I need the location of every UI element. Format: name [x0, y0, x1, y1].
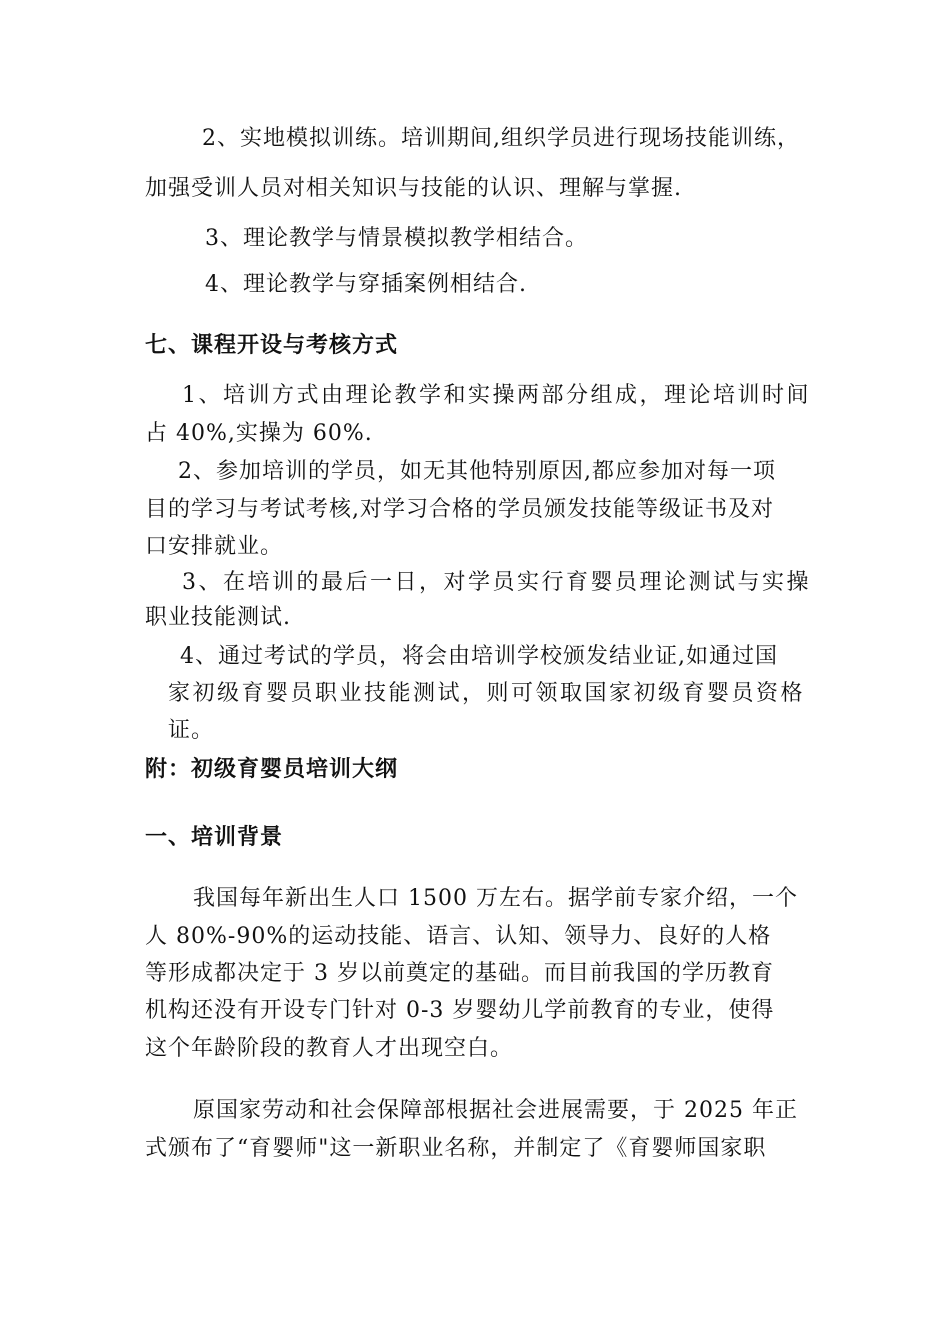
background-para-2-line-1: 原国家劳动和社会保障部根据社会进展需要，于 2025 年正: [193, 1098, 798, 1123]
section-7-item-2-line-2: 目的学习与考试考核,对学习合格的学员颁发技能等级证书及对: [145, 497, 774, 522]
section-7-item-2-line-3: 口安排就业。: [145, 534, 284, 559]
method-item-2-line-1: 2、实地模拟训练。培训期间,组织学员进行现场技能训练，: [202, 126, 800, 151]
method-item-2-line-2: 加强受训人员对相关知识与技能的认识、理解与掌握.: [145, 176, 682, 201]
section-7-item-1-line-1: 1、培训方式由理论教学和实操两部分组成，理论培训时间: [182, 383, 811, 408]
section-7-item-1-line-2: 占 40%,实操为 60%.: [145, 421, 373, 446]
section-7-item-2-line-1: 2、参加培训的学员，如无其他特别原因,都应参加对每一项: [178, 459, 776, 484]
background-para-2-line-2: 式颁布了“育婴师"这一新职业名称，并制定了《育婴师国家职: [145, 1136, 767, 1161]
method-item-3: 3、理论教学与情景模拟教学相结合。: [205, 226, 588, 251]
background-para-1-line-4: 机构还没有开设专门针对 0-3 岁婴幼儿学前教育的专业，使得: [145, 998, 775, 1023]
background-para-1-line-2: 人 80%-90%的运动技能、语言、认知、领导力、良好的人格: [145, 924, 772, 949]
appendix-heading: 附：初级育婴员培训大纲: [145, 757, 399, 782]
background-para-1-line-5: 这个年龄阶段的教育人才出现空白。: [145, 1036, 514, 1061]
section-7-item-4-line-1: 4、通过考试的学员，将会由培训学校颁发结业证,如通过国: [180, 644, 778, 669]
section-7-item-3-line-1: 3、在培训的最后一日，对学员实行育婴员理论测试与实操: [182, 570, 811, 595]
section-1-heading: 一、培训背景: [145, 825, 284, 850]
background-para-1-line-1: 我国每年新出生人口 1500 万左右。据学前专家介绍，一个: [193, 886, 798, 911]
section-7-heading: 七、课程开设与考核方式: [145, 333, 399, 358]
background-para-1-line-3: 等形成都决定于 3 岁以前奠定的基础。而目前我国的学历教育: [145, 961, 774, 986]
method-item-4: 4、理论教学与穿插案例相结合.: [205, 272, 527, 297]
section-7-item-3-line-2: 职业技能测试.: [145, 605, 291, 630]
section-7-item-4-line-3: 证。: [168, 718, 215, 743]
section-7-item-4-line-2: 家初级育婴员职业技能测试，则可领取国家初级育婴员资格: [168, 681, 806, 706]
